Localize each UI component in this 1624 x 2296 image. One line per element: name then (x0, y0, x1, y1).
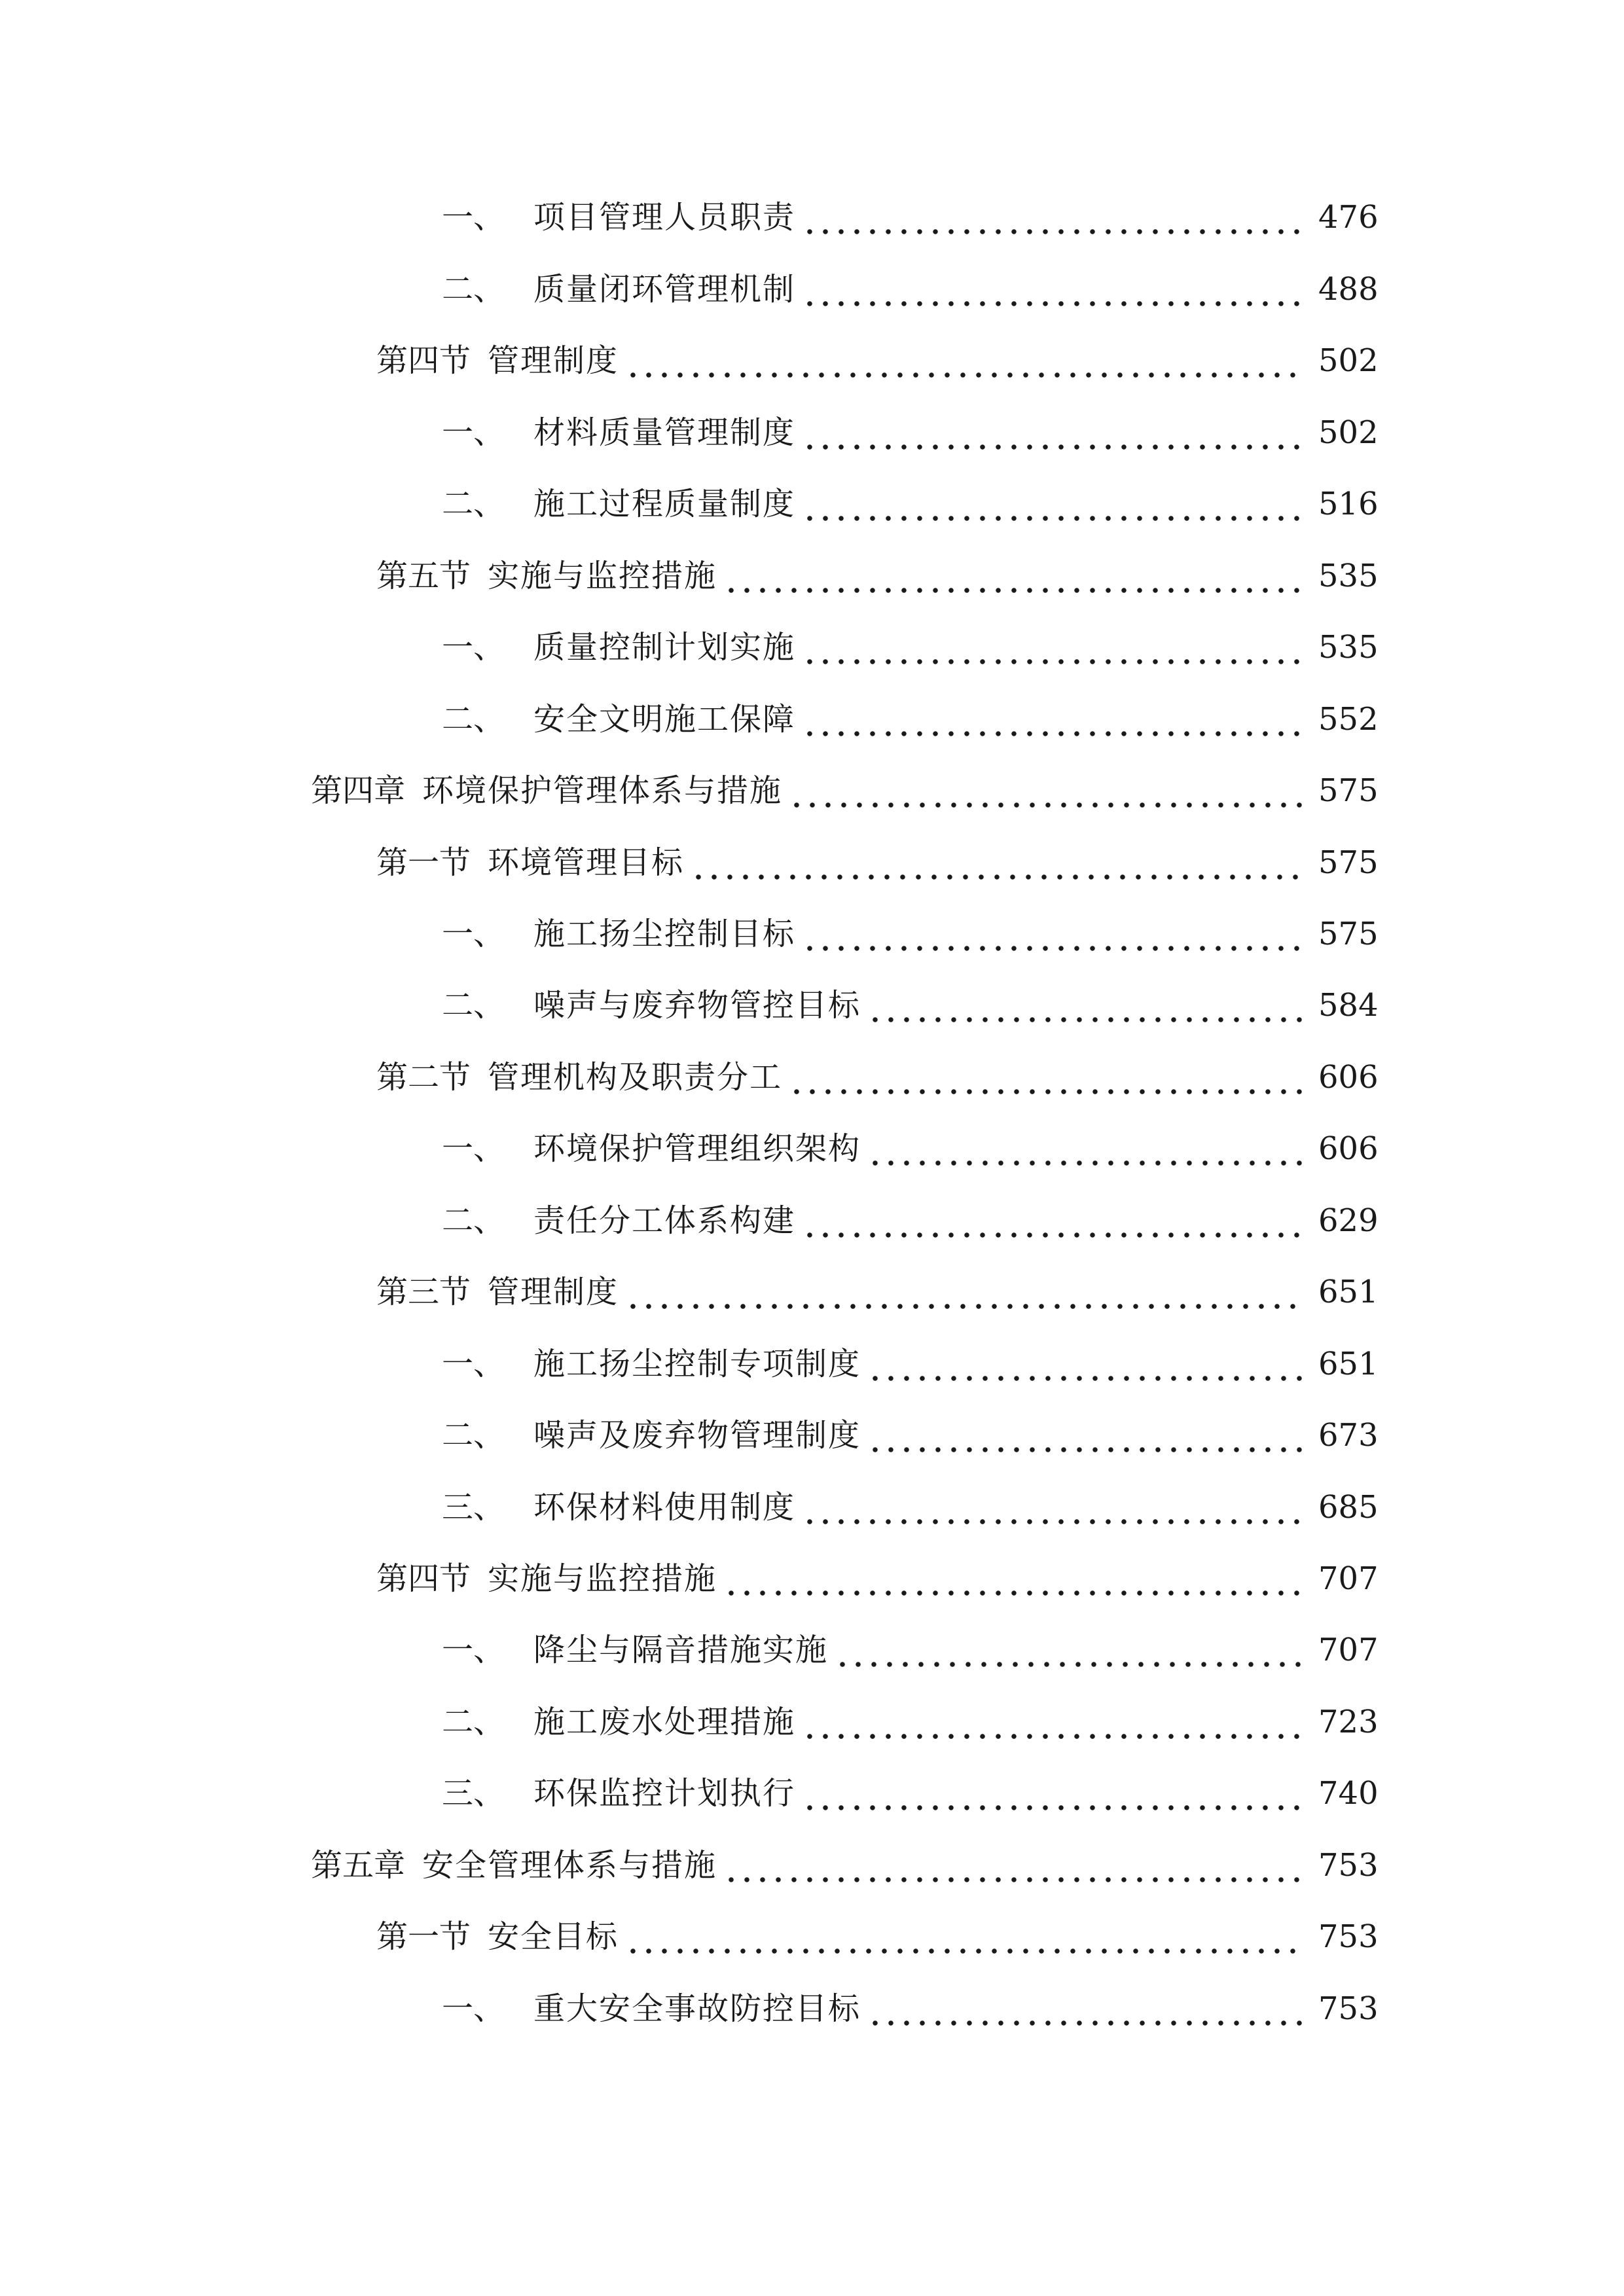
toc-entry[interactable] (442, 1481, 1379, 1534)
toc-entry[interactable] (311, 764, 1379, 817)
toc-entry-page: 723 (1318, 1704, 1379, 1740)
toc-entry-page: 516 (1318, 486, 1379, 522)
toc-entry[interactable] (442, 1624, 1379, 1676)
toc-entry-number: 二、 (442, 271, 505, 308)
toc-entry-number: 二、 (442, 1202, 505, 1239)
toc-entry-number: 三、 (442, 1489, 505, 1526)
toc-entry-number: 一、 (442, 1990, 505, 2027)
toc-entry-title: 降尘与隔音措施实施 (533, 1632, 829, 1668)
toc-entry-number: 一、 (442, 1632, 505, 1668)
dot-leader (802, 1767, 1304, 1820)
toc-entry-page: 502 (1318, 342, 1379, 379)
toc-entry-number: 第四章 (311, 772, 406, 809)
toc-entry[interactable] (376, 1266, 1379, 1318)
toc-entry-page: 685 (1318, 1489, 1379, 1526)
toc-entry-title: 环境保护管理体系与措施 (422, 772, 783, 809)
dot-leader (802, 1481, 1304, 1534)
toc-entry[interactable] (442, 979, 1379, 1031)
toc-entry-number: 第一节 (376, 1918, 471, 1955)
toc-entry-number: 一、 (442, 1130, 505, 1167)
dot-leader (802, 693, 1304, 745)
dot-leader (723, 550, 1304, 602)
toc-entry-page: 575 (1318, 772, 1379, 809)
toc-entry-number: 第五节 (376, 558, 471, 594)
toc-entry-page: 707 (1318, 1560, 1379, 1597)
toc-entry-page: 606 (1318, 1059, 1379, 1096)
toc-entry-page: 488 (1318, 271, 1379, 308)
toc-entry-page: 673 (1318, 1417, 1379, 1454)
toc-entry-title: 施工扬尘控制目标 (533, 916, 796, 952)
dot-leader (802, 263, 1304, 315)
toc-entry-title: 管理制度 (488, 1274, 619, 1310)
toc-entry-page: 535 (1318, 629, 1379, 666)
toc-entry-title: 安全文明施工保障 (533, 701, 796, 738)
toc-entry[interactable] (442, 1982, 1379, 2035)
toc-entry-page: 753 (1318, 1990, 1379, 2027)
dot-leader (625, 1266, 1304, 1318)
toc-entry[interactable] (376, 1051, 1379, 1103)
toc-entry-title: 材料质量管理制度 (533, 414, 796, 451)
toc-entry[interactable] (376, 550, 1379, 602)
toc-entry[interactable] (376, 836, 1379, 889)
toc-entry-title: 安全目标 (488, 1918, 619, 1955)
dot-leader (867, 1409, 1304, 1462)
toc-entry-title: 安全管理体系与措施 (422, 1847, 717, 1884)
toc-entry[interactable] (311, 1839, 1379, 1892)
dot-leader (625, 1910, 1304, 1963)
toc-entry-page: 584 (1318, 987, 1379, 1024)
toc-entry-title: 实施与监控措施 (488, 558, 717, 594)
toc-entry-number: 三、 (442, 1775, 505, 1812)
toc-entry-title: 噪声及废弃物管理制度 (533, 1417, 861, 1454)
dot-leader (802, 478, 1304, 530)
toc-entry[interactable] (442, 621, 1379, 673)
dot-leader (691, 836, 1304, 889)
toc-entry-page: 552 (1318, 701, 1379, 738)
toc-entry-number: 第五章 (311, 1847, 406, 1884)
toc-entry[interactable] (442, 693, 1379, 745)
toc-entry-number: 第四节 (376, 342, 471, 379)
toc-entry[interactable] (376, 1910, 1379, 1963)
toc-entry[interactable] (442, 1767, 1379, 1820)
dot-leader (802, 1194, 1304, 1247)
toc-entry-title: 管理制度 (488, 342, 619, 379)
toc-entry-page: 502 (1318, 414, 1379, 451)
toc-entry-number: 第一节 (376, 844, 471, 881)
toc-entry-title: 项目管理人员职责 (533, 199, 796, 236)
toc-entry-title: 质量闭环管理机制 (533, 271, 796, 308)
toc-entry-title: 环境保护管理组织架构 (533, 1130, 861, 1167)
toc-entry-title: 管理机构及职责分工 (488, 1059, 783, 1096)
toc-entry-title: 环保监控计划执行 (533, 1775, 796, 1812)
dot-leader (789, 1051, 1304, 1103)
toc-entry-number: 一、 (442, 1346, 505, 1382)
toc-entry-page: 629 (1318, 1202, 1379, 1239)
toc-entry-page: 740 (1318, 1775, 1379, 1812)
dot-leader (802, 908, 1304, 960)
toc-entry[interactable] (442, 263, 1379, 315)
toc-entry[interactable] (376, 1552, 1379, 1605)
toc-entry-number: 二、 (442, 1417, 505, 1454)
dot-leader (867, 1122, 1304, 1175)
dot-leader (789, 764, 1304, 817)
toc-entry-title: 责任分工体系构建 (533, 1202, 796, 1239)
toc-entry-page: 575 (1318, 844, 1379, 881)
toc-entry[interactable] (442, 191, 1379, 243)
toc-entry-title: 施工废水处理措施 (533, 1704, 796, 1740)
toc-entry-number: 一、 (442, 199, 505, 236)
toc-entry[interactable] (442, 1409, 1379, 1462)
dot-leader (802, 1696, 1304, 1748)
toc-entry-number: 第二节 (376, 1059, 471, 1096)
dot-leader (723, 1552, 1304, 1605)
toc-entry[interactable] (442, 1338, 1379, 1390)
toc-entry-title: 环保材料使用制度 (533, 1489, 796, 1526)
toc-entry-title: 实施与监控措施 (488, 1560, 717, 1597)
toc-entry-page: 476 (1318, 199, 1379, 236)
toc-entry[interactable] (442, 908, 1379, 960)
toc-entry[interactable] (442, 1696, 1379, 1748)
toc-entry-number: 二、 (442, 987, 505, 1024)
dot-leader (802, 191, 1304, 243)
toc-entry[interactable] (376, 334, 1379, 387)
toc-entry-number: 一、 (442, 916, 505, 952)
toc-entry-number: 第三节 (376, 1274, 471, 1310)
toc-entry-page: 651 (1318, 1346, 1379, 1382)
toc-entry-number: 二、 (442, 486, 505, 522)
toc-entry-number: 二、 (442, 1704, 505, 1740)
dot-leader (867, 979, 1304, 1031)
toc-entry-title: 环境管理目标 (488, 844, 685, 881)
dot-leader (625, 334, 1304, 387)
toc-entry-page: 651 (1318, 1274, 1379, 1310)
dot-leader (802, 621, 1304, 673)
toc-entry-page: 575 (1318, 916, 1379, 952)
toc-entry[interactable] (442, 1122, 1379, 1175)
toc-entry-number: 一、 (442, 629, 505, 666)
toc-entry-number: 一、 (442, 414, 505, 451)
dot-leader (867, 1982, 1304, 2035)
toc-entry[interactable] (442, 1194, 1379, 1247)
toc-entry-page: 707 (1318, 1632, 1379, 1668)
toc-entry[interactable] (442, 478, 1379, 530)
toc-entry-title: 噪声与废弃物管控目标 (533, 987, 861, 1024)
toc-entry-title: 质量控制计划实施 (533, 629, 796, 666)
toc-entry-page: 606 (1318, 1130, 1379, 1167)
dot-leader (802, 406, 1304, 459)
toc-entry-number: 二、 (442, 701, 505, 738)
toc-entry-page: 753 (1318, 1847, 1379, 1884)
toc-entry-title: 重大安全事故防控目标 (533, 1990, 861, 2027)
toc-entry[interactable] (442, 406, 1379, 459)
toc-entry-title: 施工扬尘控制专项制度 (533, 1346, 861, 1382)
dot-leader (723, 1839, 1304, 1892)
toc-entry-title: 施工过程质量制度 (533, 486, 796, 522)
toc-entry-number: 第四节 (376, 1560, 471, 1597)
toc-entry-page: 535 (1318, 558, 1379, 594)
toc-entry-page: 753 (1318, 1918, 1379, 1955)
dot-leader (867, 1338, 1304, 1390)
dot-leader (835, 1624, 1304, 1676)
